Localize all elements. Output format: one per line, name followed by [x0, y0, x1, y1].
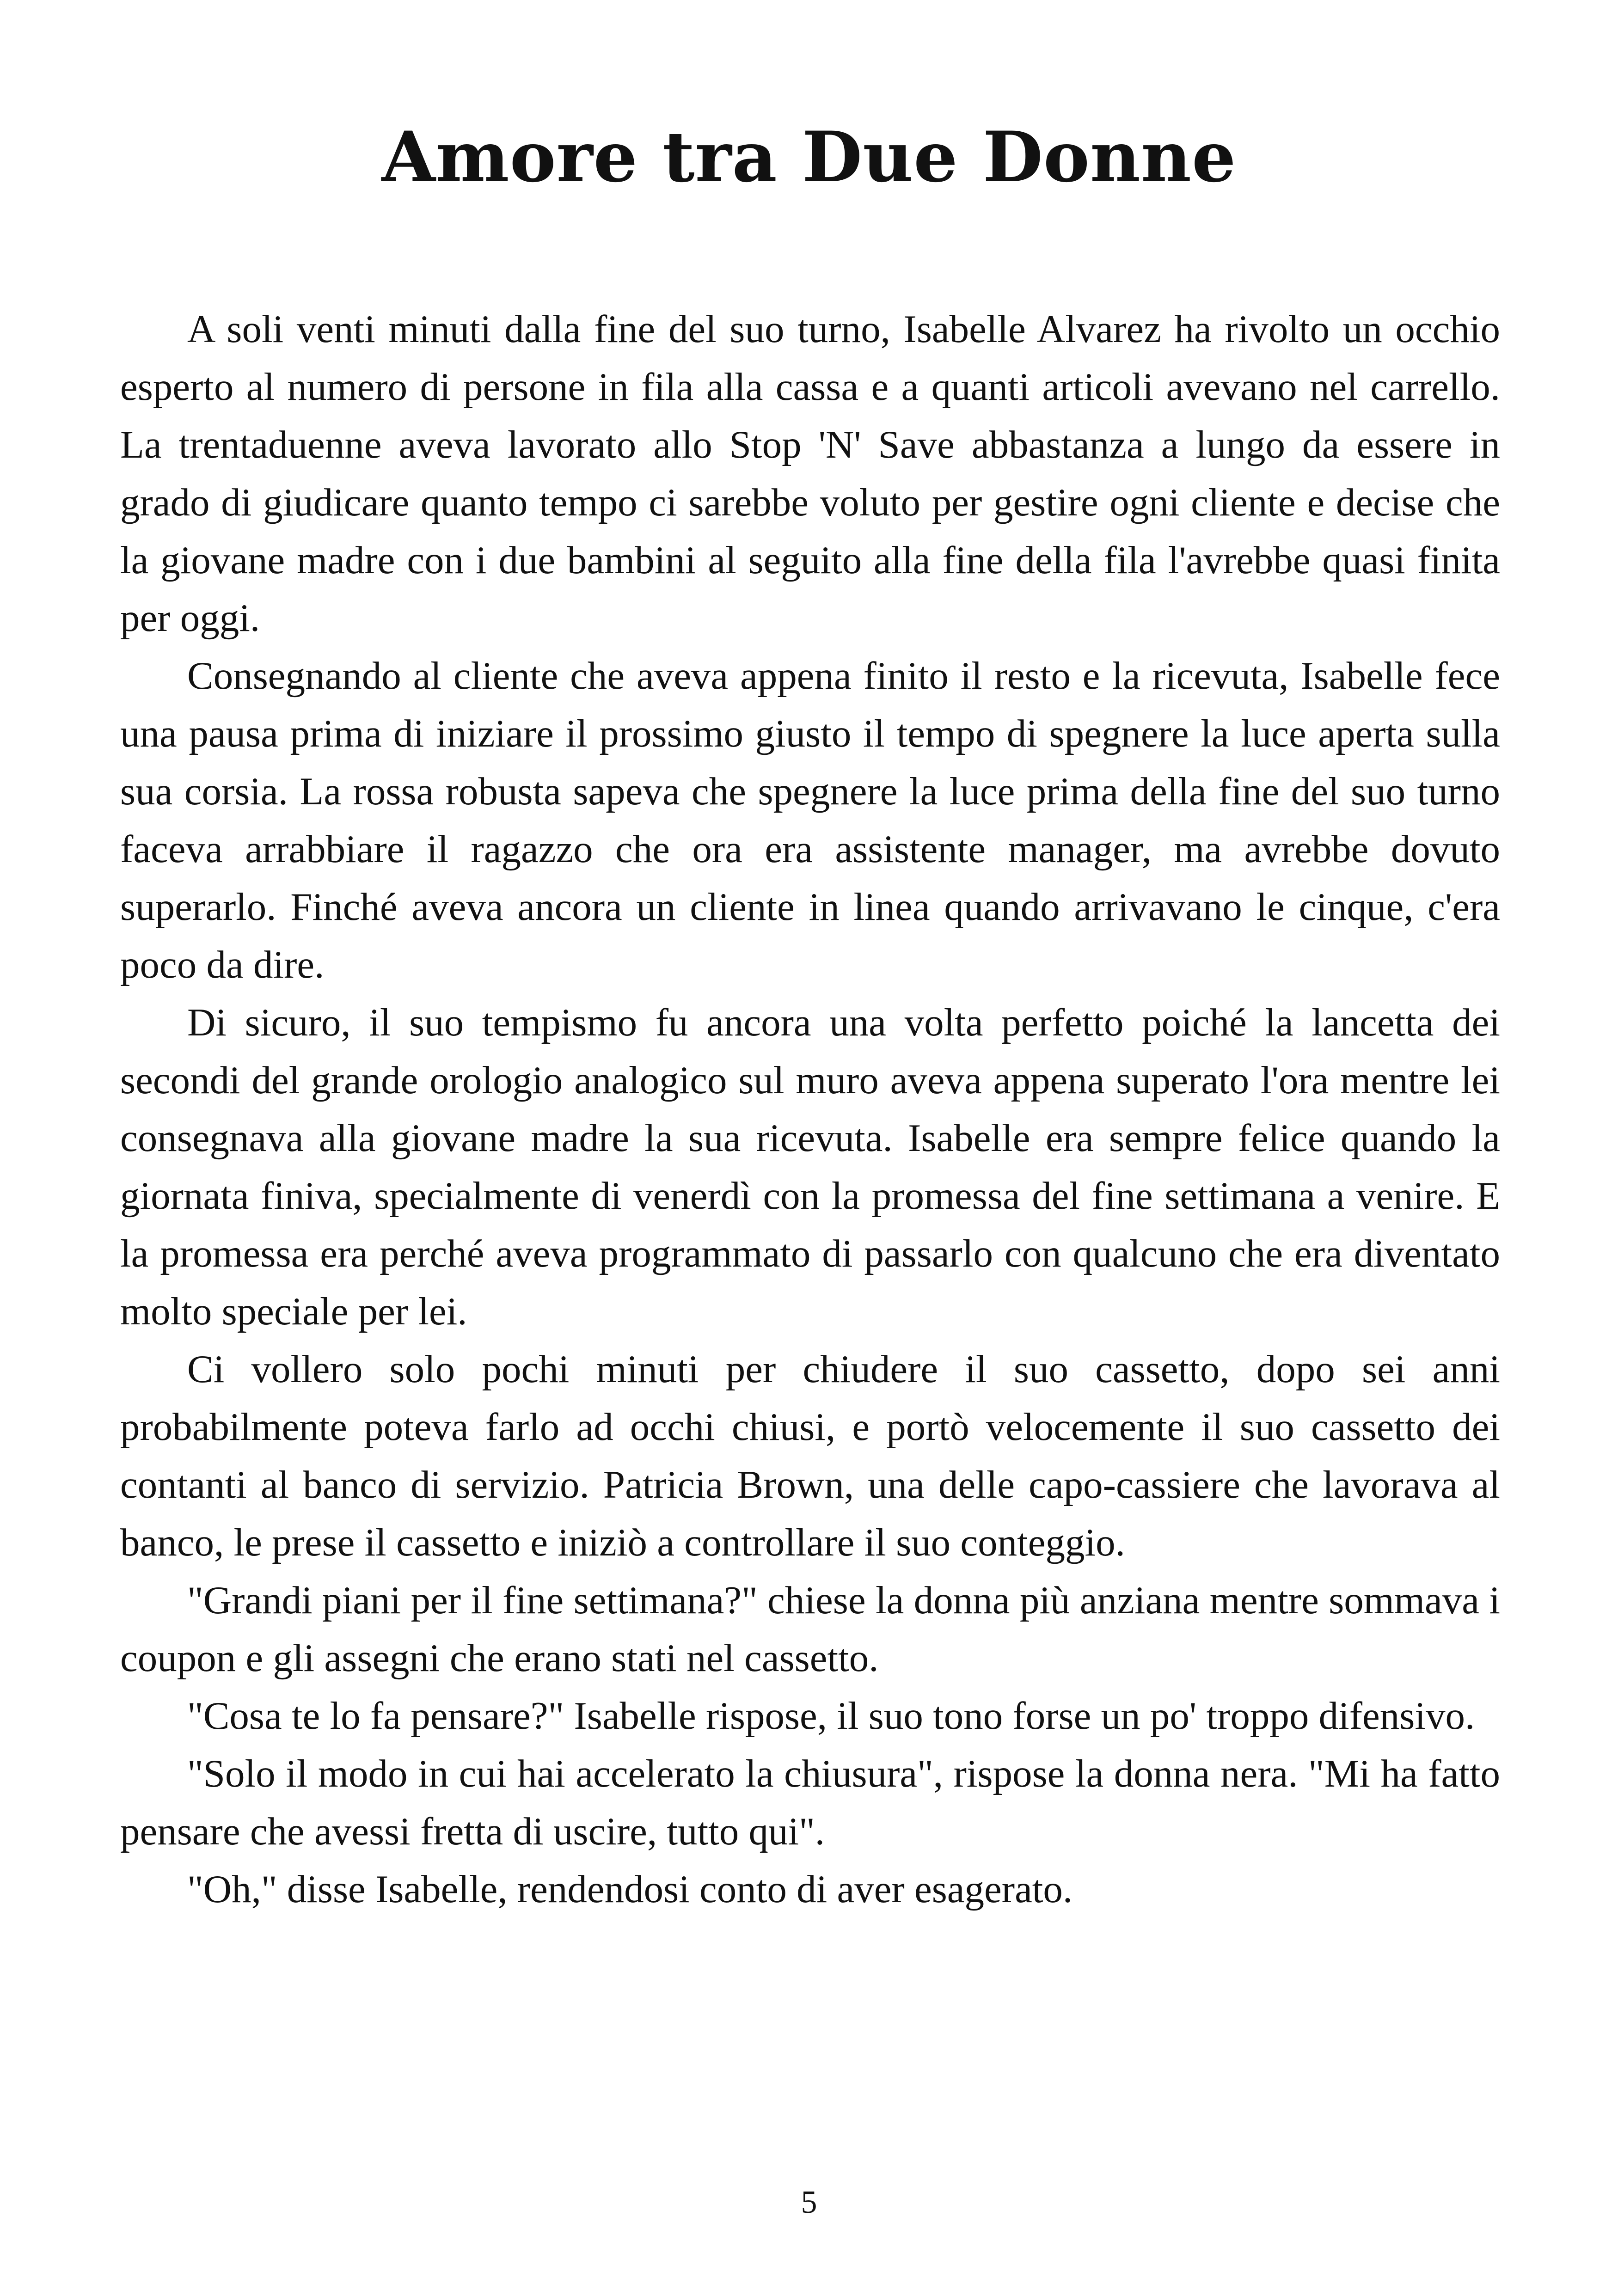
paragraph-2: Consegnando al cliente che aveva appena finito il resto e la ricevuta, Isabelle fece una pausa prima di iniziare il prossimo giusto il tempo di spegnere la luce aperta sulla sua corsia. La rossa robusta sapeva che spegnere la luce prima della fine del suo turno faceva arrabbiare il ragazzo che ora era assistente manager, ma avrebbe dovuto superarlo. Finché aveva ancora un cliente in linea quando arrivavano le cinque, c'era poco da dire.	[120, 654, 1500, 986]
page-number: 5	[801, 2185, 817, 2220]
paragraph-3: Di sicuro, il suo tempismo fu ancora una volta perfetto poiché la lancetta dei secondi del grande orologio analogico sul muro aveva appena superato l'ora mentre lei consegnava alla giovane madre la sua ricevuta. Isabelle era sempre felice quando la giornata finiva, specialmente di venerdì con la promessa del fine settimana a venire. E la promessa era perché aveva programmato di passarlo con qualcuno che era diventato molto speciale per lei.	[120, 1001, 1500, 1333]
paragraph-7: "Solo il modo in cui hai accelerato la chiusura", rispose la donna nera. "Mi ha fatto pensare che avessi fretta di uscire, tutto qui".	[120, 1752, 1500, 1853]
paragraph-6: "Cosa te lo fa pensare?" Isabelle rispose, il suo tono forse un po' troppo difensivo.	[187, 1694, 1475, 1738]
body-text	[120, 300, 1500, 1918]
paragraph-1: A soli venti minuti dalla fine del suo turno, Isabelle Alvarez ha rivolto un occhio esperto al numero di persone in fila alla cassa e a quanti articoli avevano nel carrello. La trentaduenne aveva lavorato allo Stop 'N' Save abbastanza a lungo da essere in grado di giudicare quanto tempo ci sarebbe voluto per gestire ogni cliente e decise che la giovane madre con i due bambini al seguito alla fine della fila l'avrebbe quasi finita per oggi.	[120, 307, 1500, 640]
chapter-title: Amore tra Due Donne	[381, 116, 1237, 198]
paragraph-8: "Oh," disse Isabelle, rendendosi conto di aver esagerato.	[187, 1867, 1073, 1911]
paragraph-4: Ci vollero solo pochi minuti per chiudere il suo cassetto, dopo sei anni probabilmente poteva farlo ad occhi chiusi, e portò velocemente il suo cassetto dei contanti al banco di servizio. Patricia Brown, una delle capo-cassiere che lavorava al banco, le prese il cassetto e iniziò a controllare il suo conteggio.	[120, 1347, 1500, 1564]
paragraph-5: "Grandi piani per il fine settimana?" chiese la donna più anziana mentre sommava i coupon e gli assegni che erano stati nel cassetto.	[120, 1579, 1500, 1680]
